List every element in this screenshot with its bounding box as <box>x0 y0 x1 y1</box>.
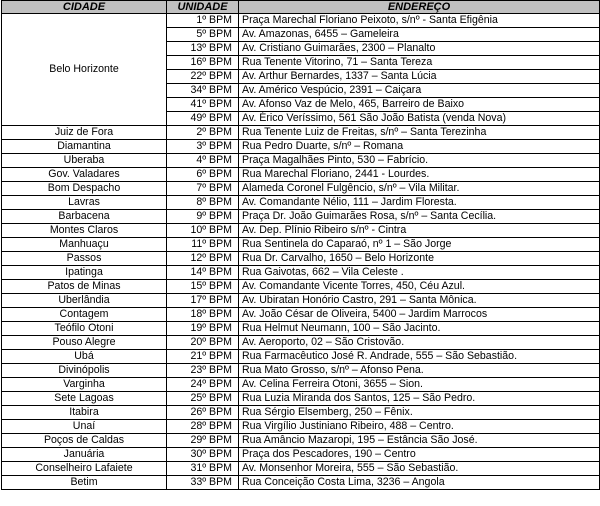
address-cell: Rua Tenente Luiz de Freitas, s/nº – Santa Terezinha <box>239 126 600 140</box>
table-row <box>2 308 600 322</box>
table-row <box>2 126 600 140</box>
table-row <box>2 168 600 182</box>
table-row <box>2 364 600 378</box>
unit-cell: 19º BPM <box>167 322 239 336</box>
address-cell: Praça Dr. João Guimarães Rosa, s/nº – Santa Cecília. <box>239 210 600 224</box>
city-cell: Ubá <box>2 350 167 364</box>
unit-cell: 15º BPM <box>167 280 239 294</box>
unit-cell: 2º BPM <box>167 126 239 140</box>
address-cell: Av. Monsenhor Moreira, 555 – São Sebastião. <box>239 462 600 476</box>
table-row <box>2 420 600 434</box>
city-cell: Unaí <box>2 420 167 434</box>
city-cell: Divinópolis <box>2 364 167 378</box>
address-cell: Rua Marechal Floriano, 2441 - Lourdes. <box>239 168 600 182</box>
address-cell: Av. Ubiratan Honório Castro, 291 – Santa Mônica. <box>239 294 600 308</box>
table-row <box>2 14 600 28</box>
address-cell: Rua Farmacêutico José R. Andrade, 555 – São Sebastião. <box>239 350 600 364</box>
table-row <box>2 350 600 364</box>
city-cell: Barbacena <box>2 210 167 224</box>
city-cell: Patos de Minas <box>2 280 167 294</box>
unit-cell: 4º BPM <box>167 154 239 168</box>
city-cell: Uberlândia <box>2 294 167 308</box>
unit-cell: 18º BPM <box>167 308 239 322</box>
address-cell: Av. Afonso Vaz de Melo, 465, Barreiro de Baixo <box>239 98 600 112</box>
address-cell: Rua Tenente Vitorino, 71 – Santa Tereza <box>239 56 600 70</box>
table-row <box>2 462 600 476</box>
address-cell: Rua Virgílio Justiniano Ribeiro, 488 – Centro. <box>239 420 600 434</box>
unit-cell: 6º BPM <box>167 168 239 182</box>
address-cell: Rua Helmut Neumann, 100 – São Jacinto. <box>239 322 600 336</box>
unit-cell: 8º BPM <box>167 196 239 210</box>
unit-cell: 21º BPM <box>167 350 239 364</box>
address-cell: Rua Sérgio Elsemberg, 250 – Fênix. <box>239 406 600 420</box>
city-cell: Gov. Valadares <box>2 168 167 182</box>
address-cell: Av. Amazonas, 6455 – Gameleira <box>239 28 600 42</box>
unit-cell: 17º BPM <box>167 294 239 308</box>
table-row <box>2 336 600 350</box>
unit-cell: 1º BPM <box>167 14 239 28</box>
address-cell: Av. Américo Vespúcio, 2391 – Caiçara <box>239 84 600 98</box>
address-cell: Praça dos Pescadores, 190 – Centro <box>239 448 600 462</box>
address-cell: Av. Cristiano Guimarães, 2300 – Planalto <box>239 42 600 56</box>
table-row <box>2 182 600 196</box>
table-row <box>2 238 600 252</box>
address-cell: Rua Luzia Miranda dos Santos, 125 – São Pedro. <box>239 392 600 406</box>
unit-cell: 31º BPM <box>167 462 239 476</box>
address-cell: Rua Sentinela do Caparaó, nº 1 – São Jorge <box>239 238 600 252</box>
unit-cell: 16º BPM <box>167 56 239 70</box>
city-cell: Ipatinga <box>2 266 167 280</box>
unit-cell: 12º BPM <box>167 252 239 266</box>
table-row <box>2 224 600 238</box>
table-row <box>2 140 600 154</box>
unit-cell: 41º BPM <box>167 98 239 112</box>
address-cell: Av. Arthur Bernardes, 1337 – Santa Lúcia <box>239 70 600 84</box>
address-cell: Av. Aeroporto, 02 – São Cristovão. <box>239 336 600 350</box>
unit-cell: 30º BPM <box>167 448 239 462</box>
unit-cell: 49º BPM <box>167 112 239 126</box>
city-cell: Montes Claros <box>2 224 167 238</box>
city-cell: Juiz de Fora <box>2 126 167 140</box>
address-cell: Av. João César de Oliveira, 5400 – Jardim Marrocos <box>239 308 600 322</box>
table-row <box>2 294 600 308</box>
unit-cell: 33º BPM <box>167 476 239 490</box>
address-cell: Rua Conceição Costa Lima, 3236 – Angola <box>239 476 600 490</box>
unit-cell: 28º BPM <box>167 420 239 434</box>
unit-cell: 29º BPM <box>167 434 239 448</box>
city-cell: Bom Despacho <box>2 182 167 196</box>
city-cell: Sete Lagoas <box>2 392 167 406</box>
table-row <box>2 196 600 210</box>
table-row <box>2 154 600 168</box>
unit-cell: 20º BPM <box>167 336 239 350</box>
unit-cell: 10º BPM <box>167 224 239 238</box>
table-row <box>2 266 600 280</box>
city-cell: Januária <box>2 448 167 462</box>
address-cell: Av. Dep. Plínio Ribeiro s/nº - Cintra <box>239 224 600 238</box>
table-row <box>2 280 600 294</box>
city-cell: Uberaba <box>2 154 167 168</box>
unit-cell: 5º BPM <box>167 28 239 42</box>
address-cell: Rua Amâncio Mazaropi, 195 – Estância São José. <box>239 434 600 448</box>
city-cell: Passos <box>2 252 167 266</box>
unit-cell: 3º BPM <box>167 140 239 154</box>
unit-cell: 23º BPM <box>167 364 239 378</box>
city-cell: Diamantina <box>2 140 167 154</box>
header-row <box>2 1 600 14</box>
city-cell: Manhuaçu <box>2 238 167 252</box>
city-cell: Lavras <box>2 196 167 210</box>
header-city: CIDADE <box>2 1 167 14</box>
city-cell: Poços de Caldas <box>2 434 167 448</box>
address-cell: Av. Comandante Nélio, 111 – Jardim Floresta. <box>239 196 600 210</box>
header-address: ENDEREÇO <box>239 1 600 14</box>
address-cell: Av. Celina Ferreira Otoni, 3655 – Sion. <box>239 378 600 392</box>
unit-cell: 14º BPM <box>167 266 239 280</box>
address-cell: Av. Comandante Vicente Torres, 450, Céu Azul. <box>239 280 600 294</box>
city-cell: Teófilo Otoni <box>2 322 167 336</box>
table-row <box>2 448 600 462</box>
city-cell: Itabira <box>2 406 167 420</box>
table-row <box>2 252 600 266</box>
city-cell: Varginha <box>2 378 167 392</box>
table-row <box>2 210 600 224</box>
unit-cell: 13º BPM <box>167 42 239 56</box>
unit-cell: 22º BPM <box>167 70 239 84</box>
unit-cell: 11º BPM <box>167 238 239 252</box>
unit-cell: 25º BPM <box>167 392 239 406</box>
city-cell: Pouso Alegre <box>2 336 167 350</box>
address-cell: Rua Gaivotas, 662 – Vila Celeste . <box>239 266 600 280</box>
police-units-table <box>1 0 600 490</box>
unit-cell: 26º BPM <box>167 406 239 420</box>
address-cell: Av. Érico Veríssimo, 561 São João Batista (venda Nova) <box>239 112 600 126</box>
table-body <box>2 14 600 490</box>
table-row <box>2 322 600 336</box>
header-unit: UNIDADE <box>167 1 239 14</box>
unit-cell: 24º BPM <box>167 378 239 392</box>
unit-cell: 34º BPM <box>167 84 239 98</box>
address-cell: Praça Magalhães Pinto, 530 – Fabrício. <box>239 154 600 168</box>
city-cell: Belo Horizonte <box>2 14 167 126</box>
address-cell: Rua Mato Grosso, s/nº – Afonso Pena. <box>239 364 600 378</box>
city-cell: Betim <box>2 476 167 490</box>
table-row <box>2 406 600 420</box>
city-cell: Conselheiro Lafaiete <box>2 462 167 476</box>
table-row <box>2 378 600 392</box>
unit-cell: 9º BPM <box>167 210 239 224</box>
address-cell: Rua Dr. Carvalho, 1650 – Belo Horizonte <box>239 252 600 266</box>
unit-cell: 7º BPM <box>167 182 239 196</box>
address-cell: Alameda Coronel Fulgêncio, s/nº – Vila Militar. <box>239 182 600 196</box>
address-cell: Praça Marechal Floriano Peixoto, s/nº - Santa Efigênia <box>239 14 600 28</box>
city-cell: Contagem <box>2 308 167 322</box>
table-row <box>2 392 600 406</box>
address-cell: Rua Pedro Duarte, s/nº – Romana <box>239 140 600 154</box>
table-row <box>2 476 600 490</box>
table-row <box>2 434 600 448</box>
